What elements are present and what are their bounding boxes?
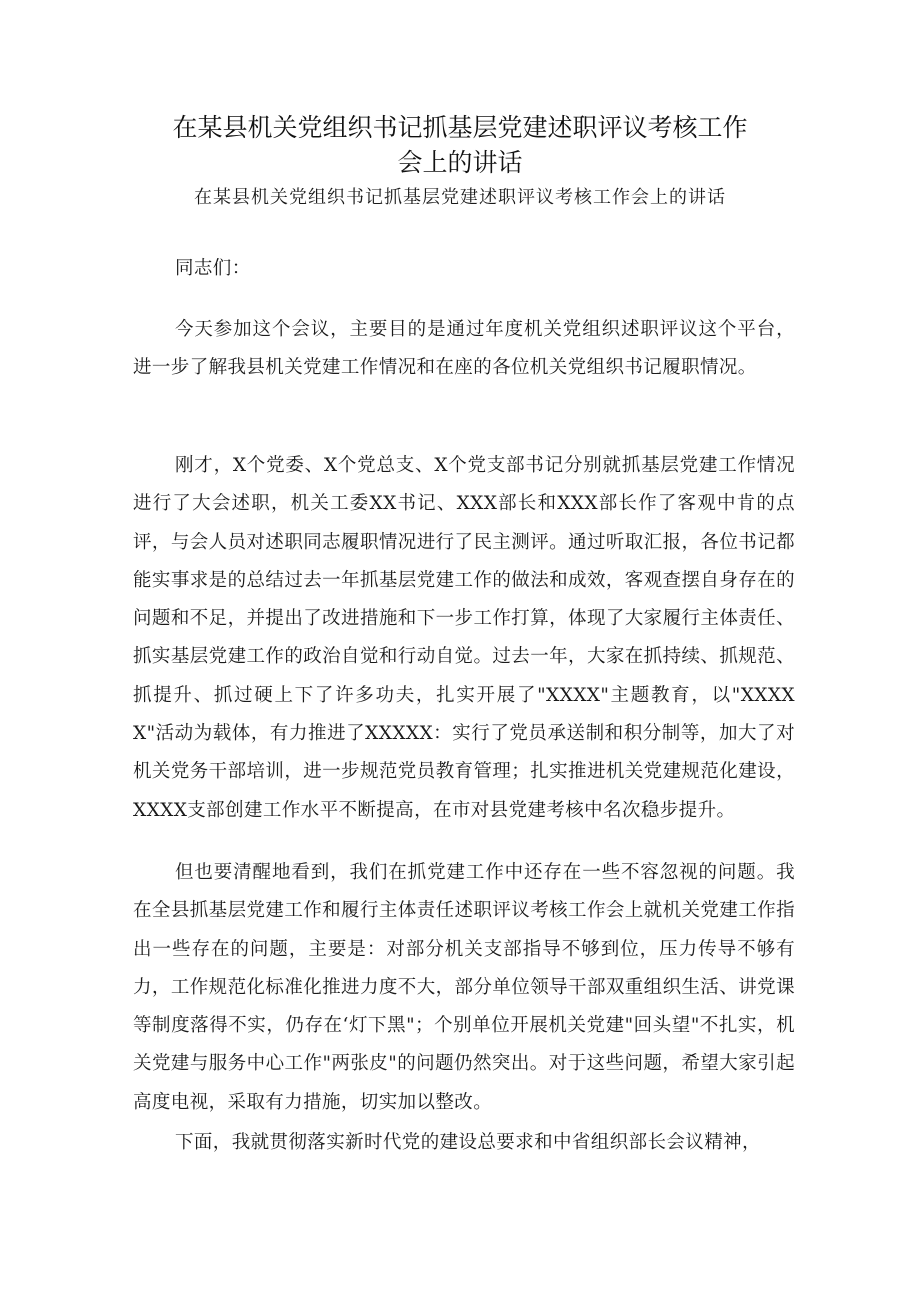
salutation: 同志们： (175, 258, 251, 279)
document-title-line-2: 会上的讲话 (397, 148, 523, 177)
paragraph-1: 今天参加这个会议，主要目的是通过年度机关党组织述职评议这个平台，进一步了解我县机关党建工作情况和在座的各位机关党组织书记履职情况。 (133, 319, 795, 379)
document-subtitle: 在某县机关党组织书记抓基层党建述职评议考核工作会上的讲话 (194, 187, 726, 208)
document-title-line-1: 在某县机关党组织书记抓基层党建述职评议考核工作 (172, 113, 748, 142)
paragraph-3: 但也要清醒地看到，我们在抓党建工作中还存在一些不容忽视的问题。我在全县抓基层党建工作和履行主体责任述职评议考核工作会上就机关党建工作指出一些存在的问题，主要是：对部分机关支部指导不够到位，压力传导不够有力，工作规范化标准化推进力度不大，部分单位领导干部双重组织生活、讲党课等制度落得不实，仍存在‘灯下黑"；个别单位开展机关党建"回头望"不扎实，机关党建与服务中心工作"两张皮"的问题仍然突出。对于这些问题，希望大家引起高度电视，采取有力措施，切实加以整改。 (133, 862, 795, 1113)
paragraph-4: 下面，我就贯彻落实新时代党的建设总要求和中省组织部长会议精神， (175, 1132, 761, 1153)
paragraph-2: 刚才，X个党委、X个党总支、X个党支部书记分别就抓基层党建工作情况进行了大会述职，机关工委XX书记、XXX部长和XXX部长作了客观中肯的点评，与会人员对述职同志履职情况进行了民主测评。通过听取汇报，各位书记都能实事求是的总结过去一年抓基层党建工作的做法和成效，客观查摆自身存在的问题和不足，并提出了改进措施和下一步工作打算，体现了大家履行主体责任、抓实基层党建工作的政治自觉和行动自觉。过去一年，大家在抓持续、抓规范、抓提升、抓过硬上下了许多功夫，扎实开展了"XXXX"主题教育，以"XXXXX"活动为载体，有力推进了XXXXX：实行了党员承送制和积分制等，加大了对机关党务干部培训，进一步规范党员教育管理；扎实推进机关党建规范化建设，XXXX支部创建工作水平不断提高，在市对县党建考核中名次稳步提升。 (133, 455, 795, 821)
